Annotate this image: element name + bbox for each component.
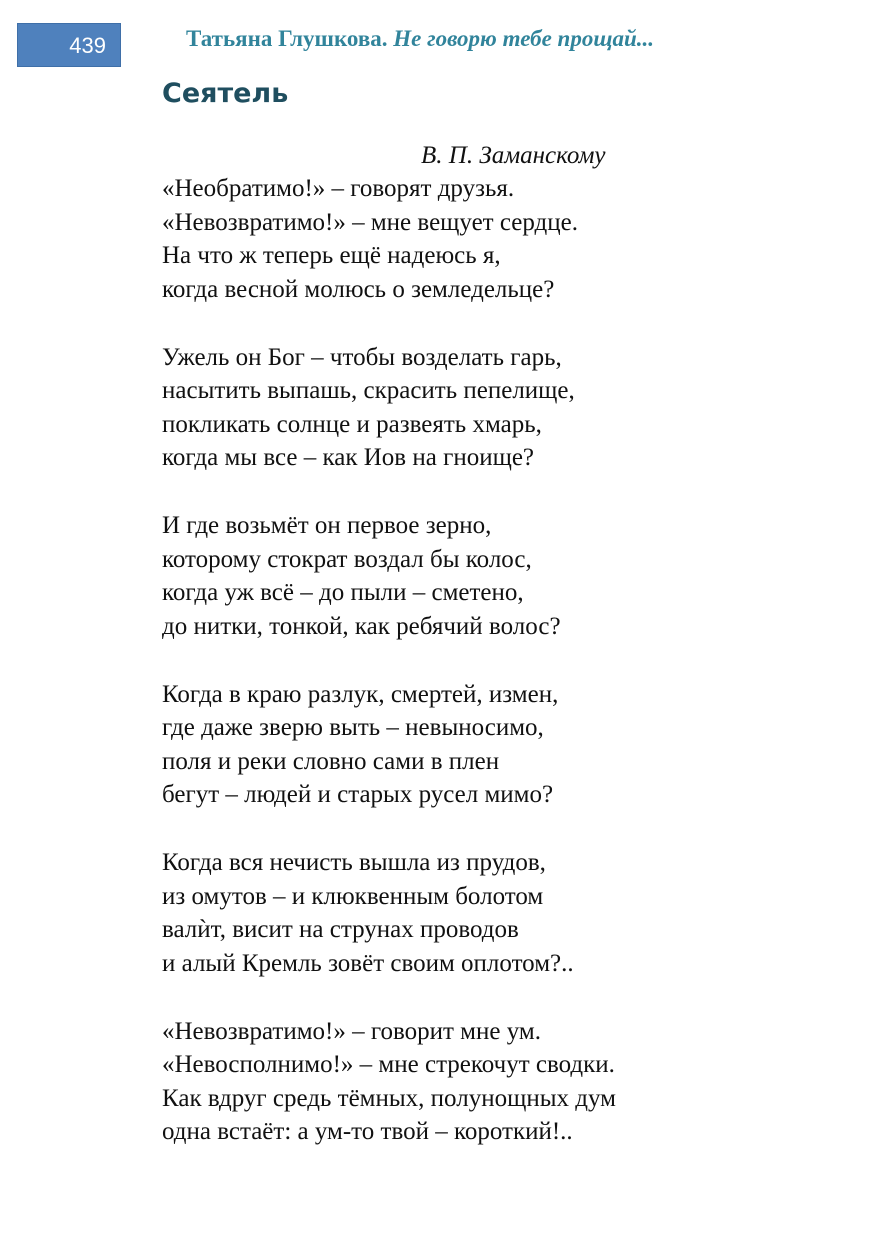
- header-book-title: Не говорю тебе прощай...: [393, 26, 655, 51]
- poem-line: где даже зверю выть – невыносимо,: [162, 714, 544, 741]
- poem-line: когда мы все – как Иов на гноище?: [162, 444, 535, 471]
- poem-line: бегут – людей и старых русел мимо?: [162, 781, 554, 808]
- poem-line: Когда вся нечисть вышла из прудов,: [162, 849, 546, 876]
- poem-line: валѝт, висит на струнах проводов: [162, 916, 519, 943]
- poem-line: Ужель он Бог – чтобы возделать гарь,: [162, 343, 562, 371]
- header-author: Татьяна Глушкова.: [186, 26, 388, 51]
- stanza: [162, 172, 616, 306]
- poem-line: На что ж теперь ещё надеюсь я,: [162, 242, 501, 269]
- stanza: [162, 341, 616, 475]
- poem-line: «Невозвратимо!» – говорит мне ум.: [162, 1017, 541, 1045]
- poem-line: насытить выпашь, скрасить пепелище,: [162, 377, 575, 404]
- poem-title: Сеятель: [162, 78, 289, 109]
- stanza: [162, 1015, 616, 1149]
- stanza: [162, 846, 616, 980]
- stanza: [162, 678, 616, 812]
- poem-line: одна встаёт: а ум-то твой – короткий!..: [162, 1118, 573, 1145]
- poem-line: «Необратимо!» – говорят друзья.: [162, 175, 515, 202]
- poem-line: когда уж всё – до пыли – сметено,: [162, 579, 524, 606]
- running-header: [186, 25, 654, 53]
- poem-body: [162, 172, 616, 1183]
- poem-line: и алый Кремль зовёт своим оплотом?..: [162, 949, 574, 977]
- poem-dedication: В. П. Заманскому: [421, 142, 606, 169]
- poem-line: Когда в краю разлук, смертей, измен,: [162, 680, 559, 708]
- page-number-box: [17, 23, 121, 67]
- stanza: [162, 509, 616, 643]
- poem-line: которому стократ воздал бы колос,: [162, 545, 532, 573]
- poem-line: поля и реки словно сами в плен: [162, 747, 500, 775]
- poem-line: до нитки, тонкой, как ребячий волос?: [162, 612, 561, 640]
- poem-line: покликать солнце и развеять хмарь,: [162, 410, 542, 438]
- poem-line: когда весной молюсь о земледельце?: [162, 275, 555, 303]
- poem-line: из омутов – и клюквенным болотом: [162, 882, 544, 910]
- poem-line: «Невозвратимо!» – мне вещует сердце.: [162, 208, 578, 236]
- poem-line: «Невосполнимо!» – мне стрекочут сводки.: [162, 1051, 615, 1078]
- poem-line: Как вдруг средь тёмных, полунощных дум: [162, 1084, 616, 1112]
- poem-line: И где возьмёт он первое зерно,: [162, 512, 492, 539]
- page-number: 439: [69, 33, 106, 58]
